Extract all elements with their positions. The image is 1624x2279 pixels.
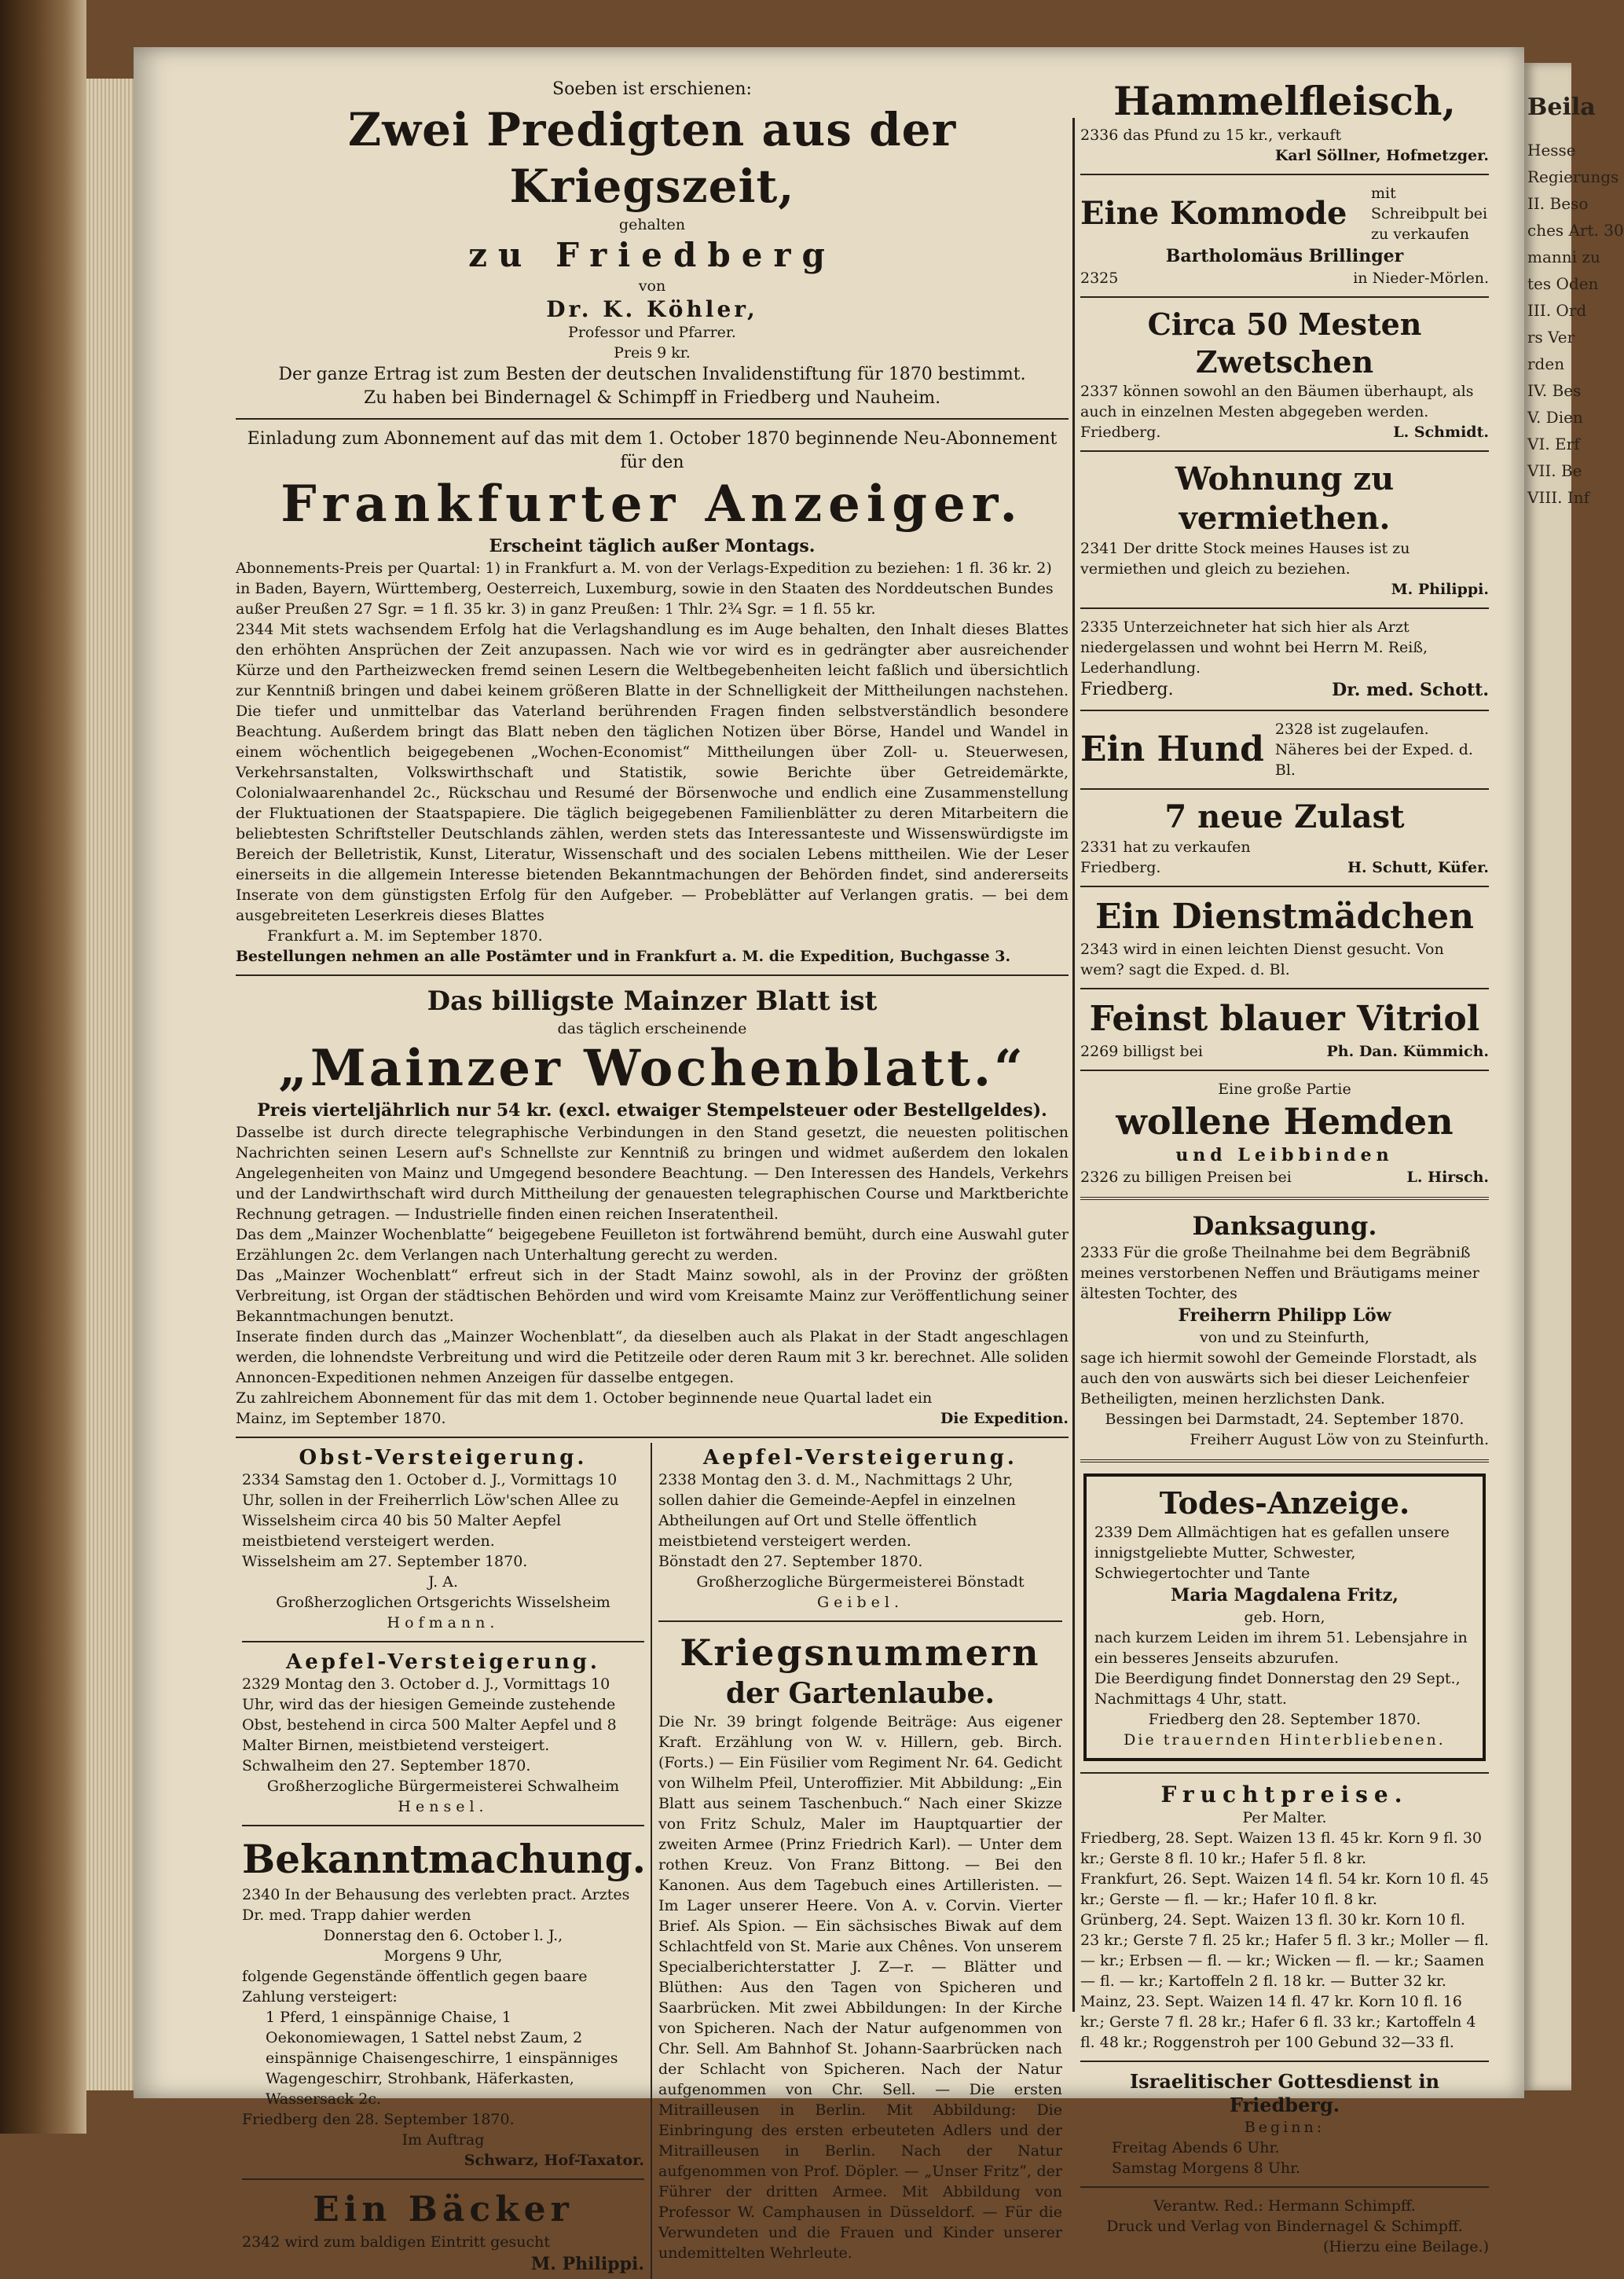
frucht-sub: Per Malter.: [1242, 1809, 1327, 1826]
divider: [658, 1620, 1062, 1622]
arzt-text: 2335 Unterzeichneter hat sich hier als Arzt niedergelassen und wohnt bei Herrn M. Reiß, Lederhandlung.: [1080, 618, 1428, 677]
aepfel1-title: Aepfel-Versteigerung.: [703, 1446, 1017, 1470]
baecker-name: M. Philippi.: [530, 2254, 644, 2274]
divider: [1080, 788, 1489, 790]
ad-bekanntmachung: [242, 1831, 647, 2174]
next-page-strip: [1524, 63, 1624, 2090]
divider: [242, 1641, 644, 1642]
aepfel2-office: Großherzogliche Bürgermeisterei Schwalheim: [266, 1778, 620, 1795]
page-edges: [86, 79, 134, 2090]
obst-name: Hofmann.: [387, 1614, 500, 1631]
predigten-line2: Zu haben bei Bindernagel & Schimpff in Friedberg und Nauheim.: [363, 388, 941, 408]
frucht-row: Friedberg, 28. Sept. Waizen 13 fl. 45 kr. Korn 9 fl. 30 kr.; Gerste 8 fl. 10 kr.; Hafer 5 fl. 8 kr.: [1080, 1829, 1482, 1867]
divider: [236, 974, 1069, 976]
predigten-title: Zwei Predigten aus der Kriegszeit,: [347, 103, 957, 213]
next-page-line: III. Ord: [1527, 301, 1587, 320]
wohnung-title: Wohnung zu vermiethen.: [1175, 461, 1395, 537]
bekannt-name: Schwarz, Hof-Taxator.: [464, 2152, 644, 2169]
ad-todes-anzeige: [1083, 1473, 1486, 1761]
next-page-line: VIII. Inf: [1527, 488, 1590, 507]
obst-office: Großherzoglichen Ortsgerichts Wisselsheim: [276, 1594, 610, 1611]
impressum-line1: Verantw. Red.: Hermann Schimpff.: [1153, 2197, 1416, 2215]
gottesdienst-line1: Freitag Abends 6 Uhr.: [1112, 2139, 1280, 2156]
ad-gottesdienst: [1080, 2067, 1489, 2182]
next-page-line: V. Dien: [1527, 408, 1583, 427]
aepfel2-title: Aepfel-Versteigerung.: [286, 1650, 600, 1674]
frankfurter-title: Frankfurter Anzeiger.: [280, 475, 1024, 534]
mainzer-intro: Das billigste Mainzer Blatt ist: [427, 985, 878, 1017]
todes-text3: Die Beerdigung findet Donnerstag den 29 Sept., Nachmittags 4 Uhr, statt.: [1094, 1670, 1461, 1708]
frucht-row: Mainz, 23. Sept. Waizen 14 fl. 47 kr. Korn 10 fl. 16 kr.; Gerste 7 fl. 28 kr.; Hafer 6 fl. 33 kr.; Kartoffeln 4 fl. 48 kr.; Roggenstroh per 100 Gebund 32—33 fl.: [1080, 1993, 1476, 2051]
mainzer-p3: Das „Mainzer Wochenblatt“ erfreut sich in der Stadt Mainz sowohl, als in der Provinz der größten Verbreitung, ist Organ der städtischen Behörden und wird vom Kreisamte Mainz zur Veröffentlichung seiner Bekanntmachungen benutzt.: [236, 1267, 1069, 1325]
hund-text: 2328 ist zugelaufen. Näheres bei der Exped. d. Bl.: [1274, 721, 1473, 779]
predigten-author-role: Professor und Pfarrer.: [568, 324, 736, 341]
todes-person: Maria Magdalena Fritz,: [1171, 1585, 1399, 1606]
obst-text: 2334 Samstag den 1. October d. J., Vormittags 10 Uhr, sollen in der Freiherrlich Löw'schen Allee zu Wisselsheim circa 40 bis 50 Malter Aepfel meistbietend versteigert werden.: [242, 1471, 619, 1550]
bekannt-ia: Im Auftrag: [401, 2131, 485, 2149]
hammel-name: Karl Söllner, Hofmetzger.: [1274, 147, 1489, 164]
kriegs-text: Die Nr. 39 bringt folgende Beiträge: Aus eigener Kraft. Erzählung von W. v. Hillern, geb. Birch. (Forts.) — Ein Füsilier vom Regiment Nr. 64. Gedicht von Wilhelm Pfeil, Unteroffizier. Mit Abbildung: „Ein Blatt aus seinem Taschenbuch.“ Nach einer Skizze von Fritz Schulz, Maler im Hauptquartier der zweiten Armee (Prinz Friedrich Karl). — Unter dem rothen Kreuz. Von Franz Bittong. — Bei den Kanonen. Aus dem Tagebuch eines Artilleristen. — Im Lager unserer Heere. Von A. v. Corvin. Vierter Brief. Als Spion. — Ein sächsisches Biwak auf dem Schlachtfeld von St. Marie aux Chênes. Von unserem Specialberichterstatter J. Z—r. — Blätter und Blüthen: Aus den Tagen von Spicheren und Saarbrücken. Mit zwei Abbildungen: In der Kirche von Spicheren. Nach der Natur aufgenommen von Chr. Sell. Am Bahnhof St. Johann-Saarbrücken nach der Schlacht von Spicheren. Nach der Natur aufgenommen von Chr. Sell. — Die ersten Mitrailleusen in Berlin. Mit Abbildung: Die Einbringung des ersten erbeuteten Adlers und der Mitrailleusen in Berlin. Nach der Natur aufgenommen von Prof. Döpler. — „Unser Fritz“, der Führer der dritten Armee. Mit Abbildung von Professor W. Camphausen in Düsseldorf. — Für die Verwundeten und die Frauen und Kinder unserer undemittelten Wehrleute.: [658, 1713, 1062, 2262]
bekannt-title: Bekanntmachung.: [242, 1836, 647, 1882]
hemden-intro: Eine große Partie: [1218, 1081, 1351, 1098]
sub-column-right: [652, 1443, 1069, 2279]
frucht-row: Frankfurt, 26. Sept. Waizen 14 fl. 54 kr. Korn 10 fl. 45 kr.; Gerste — fl. — kr.; Hafer 10 fl. 8 kr.: [1080, 1870, 1490, 1908]
aepfel2-name: Hensel.: [398, 1798, 489, 1815]
aepfel1-text: 2338 Montag den 3. d. M., Nachmittags 2 Uhr, sollen dahier die Gemeinde-Aepfel in einzelnen Abtheilungen auf Ort und Stelle öffentlich meistbietend versteigert werden.: [658, 1471, 1016, 1550]
next-page-line: Hesse: [1527, 141, 1576, 160]
divider: [242, 1825, 644, 1826]
zwetschen-title: Circa 50 Mesten Zwetschen: [1147, 306, 1422, 380]
zwetschen-text: 2337 können sowohl an den Bäumen überhaupt, als auch in einzelnen Mesten abgegeben werden.: [1080, 383, 1474, 420]
impressum-line2: Druck und Verlag von Bindernagel & Schimpff.: [1106, 2218, 1463, 2235]
dank-person: Freiherrn Philipp Löw: [1178, 1305, 1391, 1326]
bekannt-when1: Donnerstag den 6. October l. J.,: [323, 1927, 563, 1944]
vitriol-title: Feinst blauer Vitriol: [1089, 999, 1480, 1039]
divider: [242, 2178, 644, 2180]
dank-text: 2333 Für die große Theilnahme bei dem Begräbniß meines verstorbenen Neffen und Bräutigams meiner ältesten Tochter, des: [1080, 1244, 1479, 1302]
ad-zwetschen: [1080, 303, 1489, 446]
frankfurter-date: Frankfurt a. M. im September 1870.: [267, 927, 543, 945]
column-rule: [1072, 118, 1075, 2012]
frankfurter-sub: Erscheint täglich außer Montags.: [489, 536, 816, 556]
next-page-line: IV. Bes: [1527, 381, 1582, 400]
next-page-line: VI. Erf: [1527, 435, 1580, 453]
mainzer-title: „Mainzer Wochenblatt.“: [278, 1039, 1026, 1098]
arzt-place: Friedberg.: [1080, 680, 1174, 699]
divider: [1080, 607, 1489, 609]
impressum-line3: (Hierzu eine Beilage.): [1322, 2238, 1489, 2255]
gottesdienst-title: Israelitischer Gottesdienst in Friedberg.: [1129, 2070, 1440, 2116]
divider: [1080, 1070, 1489, 1071]
ad-aepfel-boenstadt: [658, 1443, 1062, 1616]
next-page-line: Regierungs: [1527, 167, 1619, 186]
mainzer-p1: Dasselbe ist durch directe telegraphische Verbindungen in den Stand gesetzt, die neuesten politischen Nachrichten seinen Lesern auf's Schnellste zur Kenntniß zu bringen und widmet außerdem den lokalen Angelegenheiten von Mainz und Umgegend besondere Beachtung. — Den Interessen des Handels, Verkehrs und der Landwirthschaft wird durch Mittheilung der genauesten telegraphischen Course und Marktberichte Rechnung getragen. — Industrielle finden einen reichen Inseratentheil.: [236, 1124, 1069, 1223]
hemden-title: wollene Hemden: [1116, 1100, 1454, 1143]
divider: [1080, 988, 1489, 989]
obst-ia: J. A.: [428, 1573, 458, 1591]
bekannt-when2: Morgens 9 Uhr,: [383, 1947, 503, 1965]
mainzer-date: Mainz, im September 1870.: [236, 1410, 446, 1427]
wohnung-name: M. Philippi.: [1391, 581, 1489, 598]
dank-date: Bessingen bei Darmstadt, 24. September 1870.: [1105, 1411, 1465, 1428]
dank-text2: sage ich hiermit sowohl der Gemeinde Florstadt, als auch den von auswärts sich bei dieser Leichenfeier Betheiligten, meinen herzlichsten Dank.: [1080, 1349, 1477, 1407]
ad-dienstmaedchen: [1080, 892, 1489, 983]
mainzer-p2: Das dem „Mainzer Wochenblatte“ beigegebene Feuilleton ist fortwährend bemüht, durch eine Auswahl guter Erzählungen 2c. dem Verlangen nach Unterhaltung gerecht zu werden.: [236, 1226, 1069, 1264]
mainzer-price: Preis vierteljährlich nur 54 kr. (excl. etwaiger Stempelsteuer oder Bestellgeldes).: [257, 1100, 1047, 1121]
ad-aepfel-schwalheim: [242, 1647, 644, 1820]
fruchtpreise: [1080, 1778, 1489, 2056]
dank-person2: von und zu Steinfurth,: [1200, 1329, 1369, 1346]
todes-text: 2339 Dem Allmächtigen hat es gefallen unsere innigstgeliebte Mutter, Schwester, Schwiegertochter und Tante: [1094, 1524, 1450, 1582]
frankfurter-body: 2344 Mit stets wachsendem Erfolg hat die Verlagshandlung es im Auge behalten, den Inhalt dieses Blattes den erhöhten Ansprüchen der Zeit anzupassen. Nach wie vor wird es in gedrängter aber ausreichender Kürze und den Partheizwecken fremd seinen Lesern die Weltbegebenheiten leicht faßlich und übersichtlich zur Kenntniß bringen und dabei keinem größeren Blatte in der Schnelligkeit der Mittheilungen nachstehen. Die tiefer und unmittelbar das Vaterland berührenden Fragen finden selbstverständlich besondere Beachtung. Außerdem bringt das Blatt neben den täglichen Notizen über Börse, Handel und Wandel in einem wöchentlich beigegebenen „Wochen-Economist“ Mittheilungen über Zoll- u. Steuerwesen, Verkehrsanstalten, Volkswirthschaft und Statistik, sowie Berichte über Getreidemärkte, Colonialwaarenhandel 2c., Rückschau und Resumé der Börsenwoche und endlich eine Zusammenstellung der Fluktuationen der Staatspapiere. Die täglich beigegebenen Familienblätter zu deren Mitarbeitern die beliebtesten Schriftsteller Deutschlands zählen, werden stets das Interessanteste und Wissenswürdigste im Bereich der Belletristik, Kunst, Literatur, Wissenschaft und des socialen Lebens mittheilen. Wie der Leser einerseits in die allgemein Interesse bietenden Bekanntmachungen der Behörden findet, sind andererseits Inserate von dem günstigsten Erfolg für den Aufgeber. — Probeblätter auf Verlangen gratis. — bei dem ausgebreiteten Leserkreis dieses Blattes: [236, 621, 1069, 924]
ad-mainzer: [236, 981, 1069, 1432]
kriegs-sub: der Gartenlaube.: [725, 1677, 995, 1710]
arzt-name: Dr. med. Schott.: [1332, 680, 1489, 700]
aepfel1-name: Geibel.: [816, 1594, 904, 1611]
next-page-line: VII. Be: [1527, 461, 1582, 480]
ad-zulast: [1080, 795, 1489, 881]
dank-name: Freiherr August Löw von zu Steinfurth.: [1190, 1431, 1489, 1448]
ad-baecker: [242, 2185, 644, 2279]
next-page-line: ches Art. 30: [1527, 221, 1624, 240]
hammel-text: 2336 das Pfund zu 15 kr., verkauft: [1080, 127, 1342, 144]
predigten-place: zu Friedberg: [468, 236, 836, 274]
todes-sign: Die trauernden Hinterbliebenen.: [1124, 1731, 1446, 1749]
zulast-text: 2331 hat zu verkaufen: [1080, 839, 1251, 856]
divider: [1080, 710, 1489, 711]
mainzer-sign: Die Expedition.: [940, 1410, 1069, 1427]
mainzer-sub: das täglich erscheinende: [557, 1020, 747, 1037]
frucht-title: Fruchtpreise.: [1160, 1782, 1409, 1807]
right-column: [1080, 75, 1489, 2260]
next-page-line: rs Ver: [1527, 328, 1575, 347]
wohnung-text: 2341 Der dritte Stock meines Hauses ist zu vermiethen und gleich zu beziehen.: [1080, 540, 1410, 578]
aepfel2-date: Schwalheim den 27. September 1870.: [242, 1757, 531, 1774]
bekannt-text: 2340 In der Behausung des verlebten pract. Arztes Dr. med. Trapp dahier werden: [242, 1886, 630, 1924]
frucht-row: Grünberg, 24. Sept. Waizen 13 fl. 30 kr. Korn 10 fl. 23 kr.; Gerste 7 fl. 25 kr.; Hafer 5 fl. 3 kr.; Moller — fl. — kr.; Erbsen — fl. — kr.; Wicken — fl. — kr.; Saamen — fl. — kr.; Kartoffeln 2 fl. 18 kr. — Butter 32 kr.: [1080, 1911, 1489, 1990]
todes-title: Todes-Anzeige.: [1159, 1485, 1410, 1521]
todes-date: Friedberg den 28. September 1870.: [1148, 1711, 1421, 1728]
book-spine: [0, 0, 86, 2134]
zulast-place: Friedberg.: [1080, 859, 1161, 876]
next-page-header: Beila: [1527, 94, 1596, 121]
predigten-von: von: [638, 277, 666, 295]
ad-frankfurter: [236, 424, 1069, 970]
frankfurter-footer: Bestellungen nehmen an alle Postämter und in Frankfurt a. M. die Expedition, Buchgasse 3.: [236, 948, 1011, 965]
kommode-side: mit Schreibpult bei zu verkaufen: [1371, 185, 1488, 243]
divider: [1080, 886, 1489, 887]
obst-date: Wisselsheim am 27. September 1870.: [242, 1553, 528, 1570]
impressum: [1080, 2193, 1489, 2260]
vitriol-text: 2269 billigst bei: [1080, 1043, 1203, 1060]
gottesdienst-sub: Beginn:: [1244, 2119, 1325, 2136]
divider: [1080, 296, 1489, 298]
left-column: [236, 75, 1069, 2279]
gottesdienst-line2: Samstag Morgens 8 Uhr.: [1112, 2160, 1301, 2177]
next-page-line: II. Beso: [1527, 194, 1589, 213]
hammel-title: Hammelfleisch,: [1113, 78, 1456, 124]
frankfurter-prices: Abonnements-Preis per Quartal: 1) in Frankfurt a. M. von der Verlags-Expedition zu beziehen: 1 fl. 36 kr. 2) in Baden, Bayern, Württemberg, Oesterreich, Luxemburg, sowie in den Staaten des Norddeutschen Bundes außer Preußen 27 Sgr. = 1 fl. 35 kr. 3) in ganz Preußen: 1 Thlr. 2¾ Sgr. = 1 fl. 55 kr.: [236, 560, 1054, 618]
divider: [1080, 450, 1489, 452]
dank-title: Danksagung.: [1192, 1211, 1377, 1241]
aepfel1-office: Großherzogliche Bürgermeisterei Bönstadt: [696, 1573, 1025, 1591]
bekannt-items: 1 Pferd, 1 einspännige Chaise, 1 Oekonomiewagen, 1 Sattel nebst Zaum, 2 einspännige Chaisengeschirre, 1 einspänniges Wagengeschirr, Strohbank, Häferkasten, Wassersack 2c.: [266, 2009, 618, 2108]
ad-hund: [1080, 716, 1489, 784]
ad-predigten: [236, 75, 1069, 413]
kommode-name: Bartholomäus Brillinger: [1165, 246, 1404, 266]
kommode-title: Eine Kommode: [1080, 195, 1347, 232]
hund-title: Ein Hund: [1080, 729, 1264, 769]
todes-text2: nach kurzem Leiden im ihrem 51. Lebensjahre in ein besseres Jenseits abzurufen.: [1094, 1629, 1468, 1667]
predigten-intro: Soeben ist erschienen:: [552, 79, 752, 99]
dienst-title: Ein Dienstmädchen: [1094, 897, 1475, 937]
divider: [1080, 1459, 1489, 1462]
zulast-name: H. Schutt, Küfer.: [1347, 859, 1489, 876]
hemden-text: 2326 zu billigen Preisen bei: [1080, 1169, 1292, 1186]
ad-vitriol: [1080, 994, 1489, 1065]
mainzer-p5: Zu zahlreichem Abonnement für das mit dem 1. October beginnende neue Quartal ladet ein: [236, 1389, 933, 1407]
bekannt-text2: folgende Gegenstände öffentlich gegen baare Zahlung versteigert:: [242, 1968, 588, 2006]
ad-hammelfleisch: [1080, 75, 1489, 169]
dienst-text: 2343 wird in einen leichten Dienst gesucht. Von wem? sagt die Exped. d. Bl.: [1080, 941, 1444, 978]
kriegs-title: Kriegsnummern: [680, 1631, 1041, 1674]
ad-danksagung: [1080, 1206, 1489, 1453]
vitriol-name: Ph. Dan. Kümmich.: [1326, 1043, 1489, 1060]
divider: [1080, 174, 1489, 175]
divider: [1080, 2186, 1489, 2188]
ad-kriegsnummern: [658, 1627, 1062, 2266]
next-page-line: manni zu: [1527, 248, 1600, 266]
ad-wohnung: [1080, 457, 1489, 603]
predigten-author: Dr. K. Köhler,: [546, 296, 758, 322]
predigten-line1: Der ganze Ertrag ist zum Besten der deutschen Invalidenstiftung für 1870 bestimmt.: [278, 365, 1026, 384]
baecker-title: Ein Bäcker: [313, 2189, 574, 2229]
obst-title: Obst-Versteigerung.: [299, 1446, 588, 1470]
next-page-line: tes Oden: [1527, 274, 1599, 293]
sub-column-left: [236, 1443, 652, 2279]
zwetschen-place: Friedberg.: [1080, 424, 1161, 441]
divider: [1080, 1772, 1489, 1774]
ad-kommode: [1080, 180, 1489, 292]
mainzer-p4: Inserate finden durch das „Mainzer Wochenblatt“, da dieselben auch als Plakat in der Stadt angeschlagen werden, die lohnendste Verbreitung und wird die Petitzeile oder deren Raum mit 3 kr. berechnet. Alle soliden Annoncen-Expeditionen nehmen Anzeigen für dasselbe entgegen.: [236, 1328, 1069, 1386]
two-column-section: [236, 1443, 1069, 2279]
bekannt-date: Friedberg den 28. September 1870.: [242, 2111, 515, 2128]
hemden-name: L. Hirsch.: [1406, 1169, 1489, 1186]
divider: [1080, 2061, 1489, 2062]
todes-born: geb. Horn,: [1244, 1609, 1325, 1626]
baecker-text: 2342 wird zum baldigen Eintritt gesucht: [242, 2233, 551, 2251]
divider: [236, 1437, 1069, 1438]
frankfurter-intro: Einladung zum Abonnement auf das mit dem 1. October 1870 beginnende Neu-Abonnement für den: [247, 429, 1058, 472]
ad-arzt: [1080, 614, 1489, 705]
aepfel2-text: 2329 Montag den 3. October d. J., Vormittags 10 Uhr, wird das der hiesigen Gemeinde zustehende Obst, bestehend in circa 500 Malter Aepfel und 8 Malter Birnen, meistbietend versteigert.: [242, 1675, 617, 1754]
predigten-price: Preis 9 kr.: [614, 344, 691, 361]
predigten-gehalten: gehalten: [618, 216, 686, 233]
kommode-num: 2325: [1080, 270, 1119, 287]
zulast-title: 7 neue Zulast: [1164, 798, 1405, 835]
kommode-place: in Nieder-Mörlen.: [1353, 270, 1489, 287]
ad-hemden: [1080, 1076, 1489, 1191]
zwetschen-name: L. Schmidt.: [1393, 424, 1489, 441]
divider: [236, 418, 1069, 420]
hemden-sub: und Leibbinden: [1175, 1145, 1394, 1165]
ad-obst: [242, 1443, 644, 1636]
aepfel1-date: Bönstadt den 27. September 1870.: [658, 1553, 923, 1570]
divider: [1080, 1197, 1489, 1200]
next-page-line: rden: [1527, 354, 1565, 373]
